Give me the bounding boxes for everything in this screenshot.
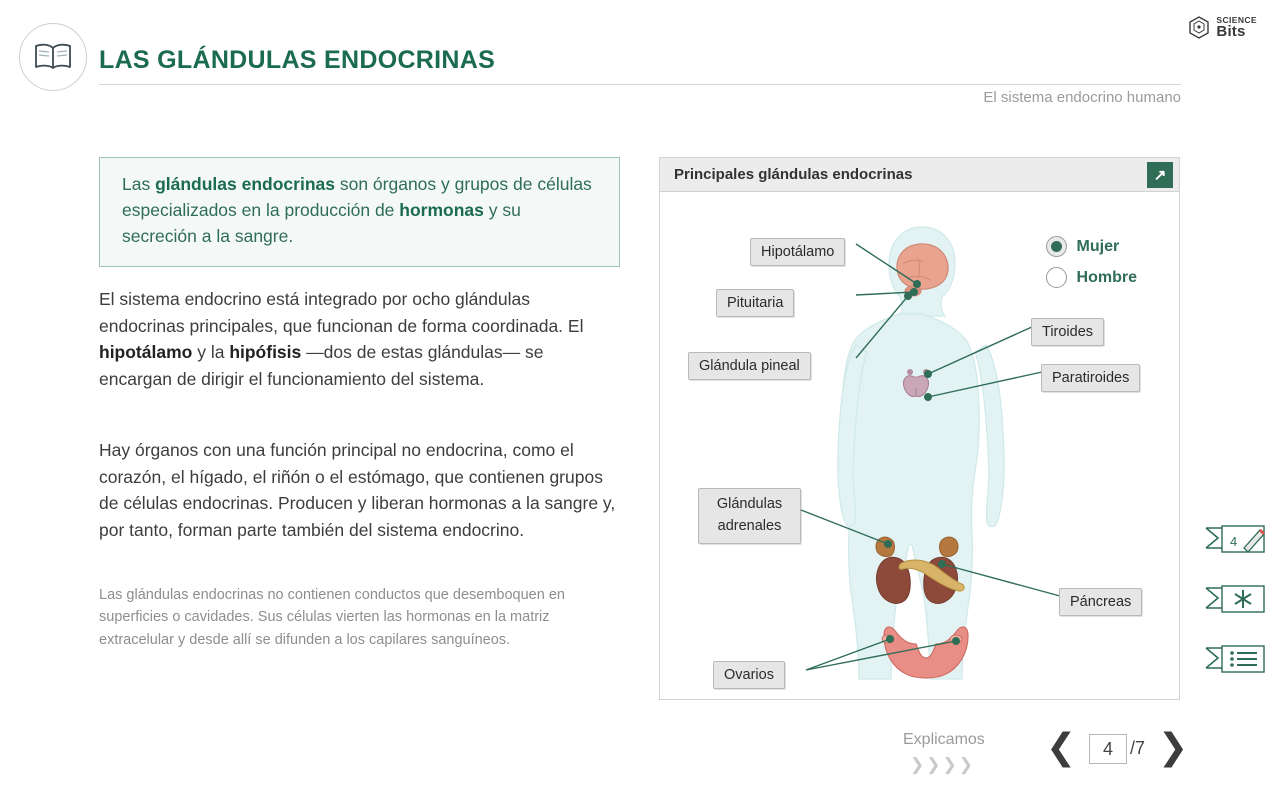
asterisk-tool-button[interactable]	[1204, 582, 1266, 630]
p1-bold-hipofisis: hipófisis	[229, 342, 302, 363]
brand-bits-text: Bits	[1216, 23, 1246, 41]
page-total-label: /7	[1130, 738, 1146, 758]
next-page-button[interactable]: ❯	[1158, 727, 1189, 768]
asterisk-icon	[1204, 582, 1266, 630]
label-pancreas[interactable]: Páncreas	[1059, 588, 1142, 616]
page-number-input[interactable]: 4	[1089, 734, 1127, 764]
radio-option-hombre[interactable]	[1046, 267, 1137, 288]
radio-hombre-label: Hombre	[1076, 268, 1137, 286]
brand-logo	[1188, 16, 1257, 40]
figure-panel-header	[660, 158, 1179, 192]
radio-mujer-icon[interactable]	[1046, 236, 1067, 257]
pencil-icon	[1204, 522, 1266, 570]
label-tiroides[interactable]: Tiroides	[1031, 318, 1104, 346]
page-title: LAS GLÁNDULAS ENDOCRINAS	[99, 46, 496, 74]
p1-text-e: —dos de estas glándulas— se encargan de dirigir el funcionamiento del sistema.	[99, 342, 544, 389]
list-icon	[1204, 642, 1266, 690]
callout-text-1: Las	[122, 174, 156, 194]
pencil-tool-button[interactable]	[1204, 522, 1266, 570]
open-book-icon	[19, 23, 87, 91]
chevron-1: ❯	[910, 755, 925, 774]
label-glandula-pineal[interactable]: Glándula pineal	[688, 352, 811, 380]
callout-text-2: son órganos y grupos de células especializados en la producción de	[122, 174, 592, 220]
chevron-4: ❯	[958, 755, 973, 774]
gender-radio-group[interactable]	[1046, 236, 1137, 298]
callout-bold-1: glándulas endocrinas	[155, 174, 335, 194]
paragraph-1	[99, 286, 620, 392]
brand-science-text: SCIENCE	[1216, 15, 1257, 26]
chevron-2: ❯	[926, 755, 941, 774]
progress-chevrons	[910, 756, 973, 773]
figure-canvas	[660, 192, 1179, 701]
p1-text-a: El sistema endocrino está integrado por ocho glándulas endocrinas principales, que funcionan de forma coordinada. El	[99, 289, 584, 336]
p1-text-c: y la	[192, 342, 230, 363]
pencil-tool-badge: 4	[1230, 534, 1238, 549]
label-glandulas-adrenales[interactable]: Glándulas adrenales	[698, 488, 801, 544]
paragraph-2: Hay órganos con una función principal no endocrina, como el corazón, el hígado, el riñón o el estómago, que contienen grupos de células endocrinas. Producen y liberan hormonas a la sangre y, por tanto, forman parte también del sistema endocrino.	[99, 440, 616, 540]
figure-panel	[659, 157, 1180, 700]
title-divider	[99, 84, 1181, 85]
radio-hombre-icon[interactable]	[1046, 267, 1067, 288]
footnote-text: Las glándulas endocrinas no contienen conductos que desemboquen en superficies o cavidades. Sus células vierten las hormonas en la matriz extracelular y desde allí se difunden a los capilares sanguíneos.	[99, 587, 565, 648]
expand-arrow-icon[interactable]: ↗	[1147, 162, 1173, 188]
page-subtitle: El sistema endocrino humano	[983, 89, 1181, 106]
p1-bold-hipotalamo: hipotálamo	[99, 342, 193, 363]
prev-page-button[interactable]: ❮	[1046, 727, 1077, 768]
radio-mujer-label: Mujer	[1076, 237, 1120, 255]
hexagon-logo-icon	[1188, 16, 1210, 40]
section-label: Explicamos	[903, 731, 985, 748]
definition-callout	[99, 157, 620, 267]
callout-bold-2: hormonas	[399, 199, 484, 220]
label-ovarios[interactable]: Ovarios	[713, 661, 785, 689]
label-pituitaria[interactable]: Pituitaria	[716, 289, 794, 317]
list-tool-button[interactable]	[1204, 642, 1266, 690]
figure-panel-title: Principales glándulas endocrinas	[674, 166, 913, 183]
chevron-3: ❯	[942, 755, 957, 774]
label-paratiroides[interactable]: Paratiroides	[1041, 364, 1140, 392]
label-hipotalamo[interactable]: Hipotálamo	[750, 238, 845, 266]
callout-text-3: y su secreción a la sangre.	[122, 199, 521, 246]
radio-option-mujer[interactable]	[1046, 236, 1137, 257]
